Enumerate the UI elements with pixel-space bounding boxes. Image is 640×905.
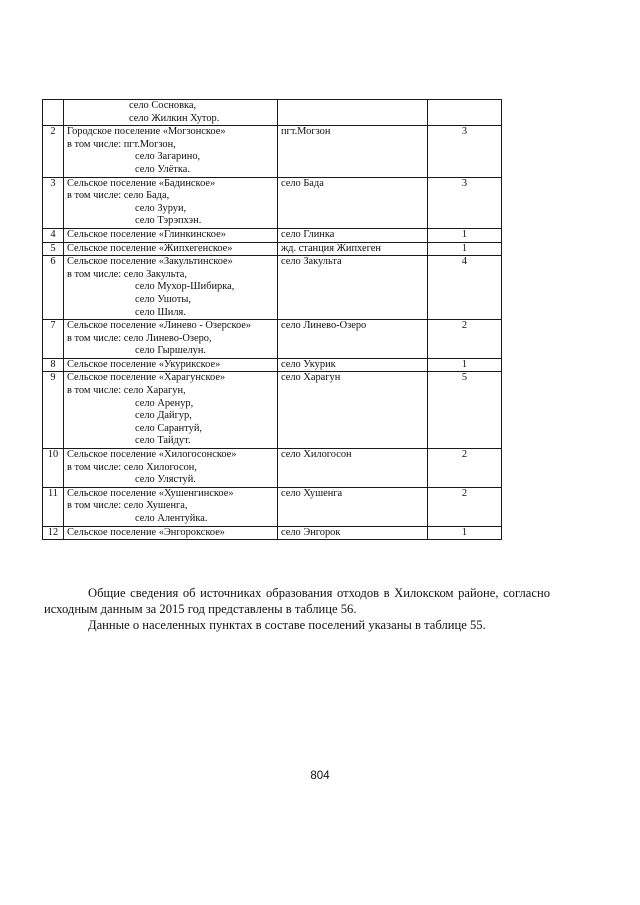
table-row [43,126,502,177]
paragraph-settlements-reference: Данные о населенных пунктах в составе поселений указаны в таблице 55. [88,618,486,632]
settlement-count-cell: 1 [428,228,502,242]
settlement-count-cell: 2 [428,320,502,359]
settlement-line: село Дайгур, [135,410,192,422]
settlement-count-cell: 1 [428,242,502,256]
settlement-count-cell: 1 [428,526,502,540]
settlement-name: Сельское поселение «Глинкинское» [67,228,226,240]
admin-center-cell: село Глинка [278,228,428,242]
settlement-count-cell: 4 [428,256,502,320]
settlement-line: село Тайдут. [135,435,191,447]
settlement-line: в том числе: пгт.Могзон, [67,138,176,150]
settlement-line: село Сарантуй, [135,422,202,434]
settlement-name: Городское поселение «Могзонское» [67,126,226,138]
settlement-count-cell [428,100,502,126]
table-row [43,242,502,256]
settlement-line: в том числе: село Хушенга, [67,500,188,512]
settlement-cell [64,100,278,126]
settlement-name: Сельское поселение «Энгорокское» [67,526,226,538]
settlement-cell [64,526,278,540]
table-row [43,372,502,449]
settlement-line: село Мухор-Шибирка, [135,281,235,293]
settlements-table [42,99,502,540]
admin-center-cell: село Закульта [278,256,428,320]
row-number: 4 [43,228,64,242]
paragraph-waste-sources [44,585,550,617]
table-row [43,177,502,228]
admin-center-cell: село Линево-Озеро [278,320,428,359]
settlement-line: село Аренур, [135,397,194,409]
settlement-line: село Улястуй. [135,474,196,486]
settlement-line: село Загарино, [135,151,201,163]
row-number: 11 [43,487,64,526]
row-number: 2 [43,126,64,177]
settlement-name: Сельское поселение «Жипхегенское» [67,242,233,254]
row-number: 6 [43,256,64,320]
settlement-line: село Жилкин Хутор. [129,112,220,124]
settlement-count-cell: 2 [428,449,502,488]
row-number: 5 [43,242,64,256]
table-row [43,228,502,242]
admin-center-cell [278,100,428,126]
settlement-cell [64,487,278,526]
settlement-name: Сельское поселение «Линево - Озерское» [67,320,252,332]
row-number: 9 [43,372,64,449]
page-number: 804 [310,770,330,782]
admin-center-cell: село Энгорок [278,526,428,540]
settlement-cell [64,177,278,228]
settlement-line: село Тэрэпхэн. [135,215,202,227]
settlement-cell [64,320,278,359]
row-number [43,100,64,126]
admin-center-cell: жд. станция Жипхеген [278,242,428,256]
settlement-count-cell: 2 [428,487,502,526]
settlement-cell [64,228,278,242]
settlement-name: Сельское поселение «Хушенгинское» [67,487,234,499]
row-number: 7 [43,320,64,359]
settlement-line: в том числе: село Харагун, [67,385,186,397]
admin-center-cell: село Бада [278,177,428,228]
row-number: 8 [43,358,64,372]
settlement-line: село Гыршелун. [135,345,207,357]
settlement-line: в том числе: село Хилогосон, [67,461,197,473]
settlement-line: село Сосновка, [129,100,197,111]
settlements-table-body [43,100,502,540]
settlement-cell [64,449,278,488]
settlement-name: Сельское поселение «Укурикское» [67,358,221,370]
settlement-name: Сельское поселение «Харагунское» [67,372,226,384]
settlement-cell [64,242,278,256]
settlement-cell [64,358,278,372]
row-number: 12 [43,526,64,540]
table-row [43,487,502,526]
settlement-line: в том числе: село Закульта, [67,268,187,280]
settlement-line: село Ушоты, [135,293,191,305]
settlement-cell [64,256,278,320]
row-number: 10 [43,449,64,488]
table-row [43,358,502,372]
settlement-line: в том числе: село Бада, [67,190,170,202]
settlement-cell [64,372,278,449]
settlement-name: Сельское поселение «Хилогосонское» [67,449,237,461]
settlement-line: село Зуруи, [135,202,187,214]
admin-center-cell: село Хилогосон [278,449,428,488]
settlement-count-cell: 5 [428,372,502,449]
table-row [43,526,502,540]
row-number: 3 [43,177,64,228]
table-row [43,100,502,126]
settlement-line: село Шиля. [135,306,186,318]
settlement-line: в том числе: село Линево-Озеро, [67,332,212,344]
table-row [43,449,502,488]
settlement-name: Сельское поселение «Закультинское» [67,256,233,268]
admin-center-cell: село Хушенга [278,487,428,526]
table-row [43,320,502,359]
settlement-count-cell: 1 [428,358,502,372]
settlement-count-cell: 3 [428,177,502,228]
settlement-count-cell: 3 [428,126,502,177]
paragraph-waste-sources-line2: исходным данным за 2015 год представлены в таблице 56. [44,602,357,616]
settlement-name: Сельское поселение «Бадинское» [67,177,216,189]
paragraph-waste-sources-line1: Общие сведения об источниках образования отходов в Хилокском районе, согласно [88,586,550,600]
admin-center-cell: пгт.Могзон [278,126,428,177]
settlement-line: село Алентуйка. [135,513,208,524]
settlement-cell [64,126,278,177]
admin-center-cell: село Укурик [278,358,428,372]
settlement-line: село Улётка. [135,163,190,175]
admin-center-cell: село Харагун [278,372,428,449]
table-row [43,256,502,320]
